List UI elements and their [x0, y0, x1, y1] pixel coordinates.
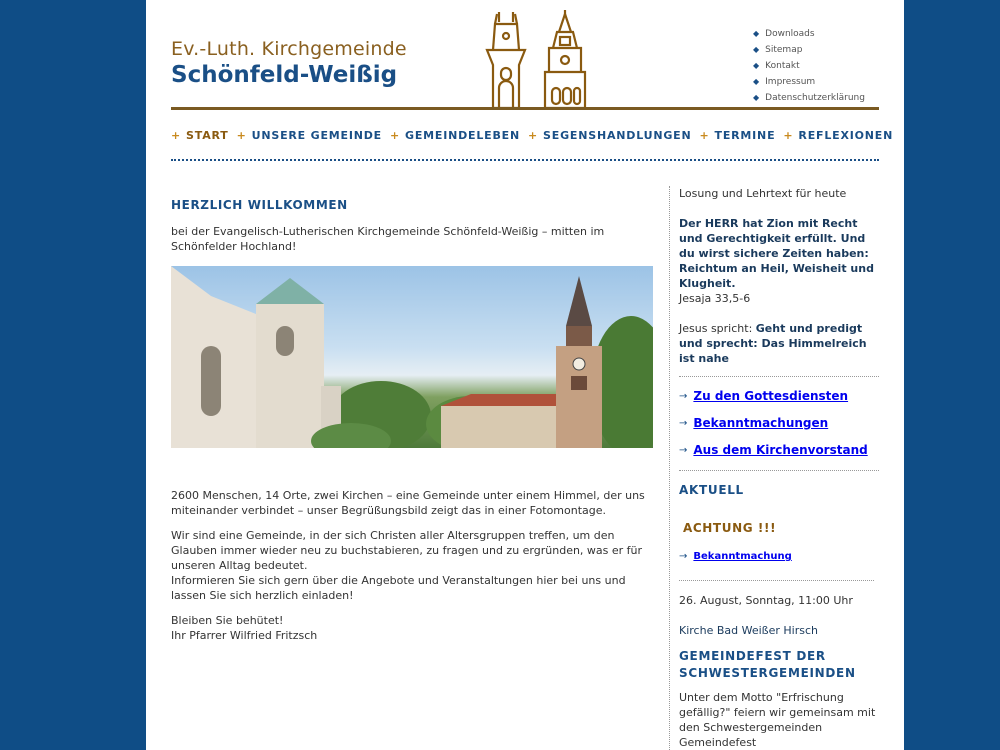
losung-reference: Jesaja 33,5-6 [679, 292, 751, 305]
diamond-icon: ◆ [753, 93, 760, 102]
welcome-intro: bei der Evangelisch-Lutherischen Kirchgemeinde Schönfeld-Weißig – mitten im Schönfelder Hochland! [171, 225, 605, 253]
plus-icon: + [171, 129, 182, 142]
event-title: GEMEINDEFEST DER SCHWESTERGEMEINDEN [679, 649, 856, 680]
utility-link-kontakt[interactable]: ◆ Kontakt [753, 61, 800, 71]
link-bekanntmachung[interactable]: Bekanntmachung [693, 551, 792, 562]
nav-item-termine[interactable]: + TERMINE [699, 129, 776, 142]
arrow-right-icon: → [679, 551, 688, 562]
sidebar-link-bekanntmachungen[interactable] [679, 416, 879, 430]
diamond-icon: ◆ [753, 77, 760, 86]
utility-link-impressum[interactable]: ◆ Impressum [753, 77, 816, 87]
jesus-quote [679, 321, 879, 366]
nav-divider [171, 159, 879, 161]
jesus-text: Geht und predigt und sprecht: Das Himmelreich ist nahe [679, 322, 867, 365]
plus-icon: + [389, 129, 401, 142]
sidebar [679, 186, 879, 750]
pastor-signature: Ihr Pfarrer Wilfried Fritzsch [171, 629, 318, 642]
site-title-line1: Ev.-Luth. Kirchgemeinde [171, 38, 407, 60]
event-date: 26. August, Sonntag, 11:00 Uhr [679, 594, 853, 607]
nav-item-unsere-gemeinde[interactable]: + UNSERE GEMEINDE [236, 129, 382, 142]
losung-text: Der HERR hat Zion mit Recht und Gerechtigkeit erfüllt. Und du wirst sichere Zeiten haben: Reichtum an Heil, Weisheit und Klugheit. [679, 217, 874, 290]
diamond-icon: ◆ [753, 29, 760, 38]
main-nav [171, 129, 901, 142]
utility-link-sitemap[interactable]: ◆ Sitemap [753, 45, 803, 55]
utility-link-datenschutz[interactable]: ◆ Datenschutzerklärung [753, 93, 865, 103]
link-kirchenvorstand[interactable]: Aus dem Kirchenvorstand [693, 443, 868, 457]
column-divider [669, 186, 670, 750]
arrow-right-icon: → [679, 390, 688, 402]
event-description: Unter dem Motto "Erfrischung gefällig?" feiern wir gemeinsam mit den Schwestergemeinden Gemeindefest [679, 691, 876, 749]
plus-icon: + [783, 129, 794, 142]
nav-item-start[interactable]: + START [171, 129, 229, 142]
greeting-line: Bleiben Sie behütet! [171, 614, 284, 627]
church-photo-image [171, 266, 653, 448]
invitation-paragraph: Informieren Sie sich gern über die Angebote und Veranstaltungen hier bei uns und lassen Sie sich herzlich einladen! [171, 574, 626, 602]
plus-icon: + [236, 129, 247, 142]
welcome-heading: HERZLICH WILLKOMMEN [171, 198, 348, 212]
sidebar-divider [679, 470, 879, 471]
utility-links [753, 26, 865, 106]
link-bekanntmachungen[interactable]: Bekanntmachungen [693, 416, 829, 430]
arrow-right-icon: → [679, 444, 688, 456]
diamond-icon: ◆ [753, 45, 760, 54]
event-place: Kirche Bad Weißer Hirsch [679, 624, 818, 637]
nav-item-gemeindeleben[interactable]: + GEMEINDELEBEN [389, 129, 520, 142]
community-paragraph: 2600 Menschen, 14 Orte, zwei Kirchen – eine Gemeinde unter einem Himmel, der uns miteinander verbindet – unser Begrüßungsbild zeigt das in einer Fotomontage. [171, 489, 645, 517]
utility-link-downloads[interactable]: ◆ Downloads [753, 29, 815, 39]
church-towers-icon [483, 10, 589, 110]
achtung-heading: ACHTUNG !!! [683, 521, 777, 535]
plus-icon: + [528, 129, 539, 142]
site-title[interactable] [171, 38, 407, 88]
sidebar-link-gottesdienste[interactable] [679, 389, 879, 403]
faith-paragraph: Wir sind eine Gemeinde, in der sich Christen aller Altersgruppen treffen, um den Glauben immer wieder neu zu buchstabieren, zu fragen und zu ergründen, was er für unseren Alltag bedeutet. [171, 529, 643, 572]
link-gottesdienste[interactable]: Zu den Gottesdiensten [693, 389, 849, 403]
church-logo[interactable] [483, 10, 589, 114]
aktuell-heading: AKTUELL [679, 483, 744, 497]
main-content [171, 190, 653, 653]
header-divider [171, 107, 879, 110]
plus-icon: + [699, 129, 710, 142]
sidebar-link-kirchenvorstand[interactable] [679, 443, 879, 457]
nav-item-reflexionen[interactable]: + REFLEXIONEN [783, 129, 894, 142]
jesus-prefix: Jesus spricht: [679, 322, 753, 335]
losung-label: Losung und Lehrtext für heute [679, 187, 847, 200]
sidebar-link-bekanntmachung[interactable] [679, 551, 879, 562]
sidebar-divider [679, 376, 879, 377]
site-title-line2: Schönfeld-Weißig [171, 62, 398, 88]
page [146, 0, 904, 750]
nav-item-segenshandlungen[interactable]: + SEGENSHANDLUNGEN [528, 129, 692, 142]
diamond-icon: ◆ [753, 61, 760, 70]
arrow-right-icon: → [679, 417, 688, 429]
church-photo-montage [171, 266, 653, 448]
sidebar-divider [679, 580, 874, 581]
